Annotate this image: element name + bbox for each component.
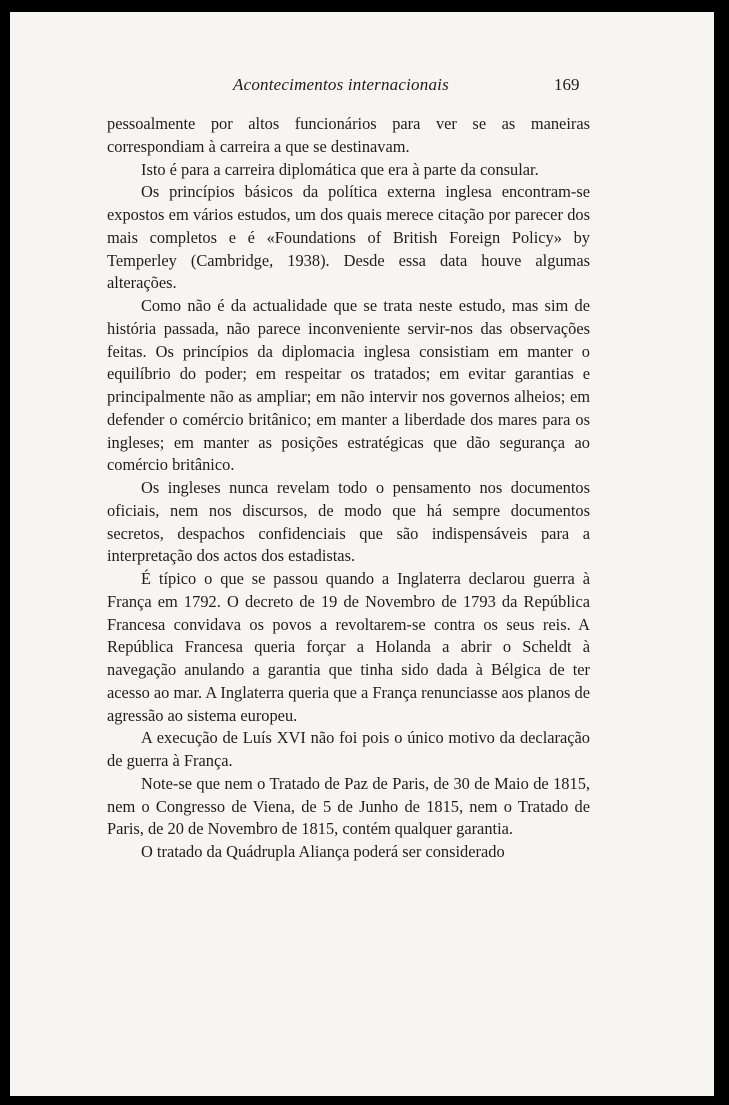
paragraph: Como não é da actualidade que se trata neste estudo, mas sim de história passada, não parece inconveniente servir-nos das observações feitas. Os princípios da diplomacia inglesa consistiam em manter o equilíbrio do poder; em respeitar os tratados; em evitar garantias e principalmente não as ampliar; em não intervir nos governos alheios; em defender o comércio britânico; em manter a liberdade dos mares para os ingleses; em manter as posições estratégicas que dão segurança ao comércio britânico. xyxy=(107,296,590,475)
running-header xyxy=(10,75,714,101)
paragraph: A execução de Luís XVI não foi pois o único motivo da declaração de guerra à França. xyxy=(107,728,590,770)
paragraph: É típico o que se passou quando a Inglaterra declarou guerra à França em 1792. O decreto de 19 de Novembro de 1793 da República Francesa convidava os povos a revoltarem-se contra os seus reis. A República Francesa queria forçar a Holanda a abrir o Scheldt à navegação anulando a garantia que tinha sido dada à Bélgica de ter acesso ao mar. A Inglaterra queria que a França renunciasse aos planos de agressão ao sistema europeu. xyxy=(107,569,590,725)
body-text xyxy=(107,113,590,864)
paragraph: pessoalmente por altos funcionários para ver se as maneiras correspondiam à carreira a que se destinavam. xyxy=(107,114,590,156)
paragraph: Isto é para a carreira diplomática que era à parte da consular. xyxy=(141,159,539,179)
page-number: 169 xyxy=(554,75,580,94)
paragraph: O tratado da Quádrupla Aliança poderá ser considerado xyxy=(141,842,505,861)
book-page xyxy=(10,12,714,1096)
paragraph: Os princípios básicos da política externa inglesa encontram-se expostos em vários estudos, um dos quais merece citação por parecer dos mais completos e é «Foundations of British Foreign Policy» by Temperley (Cambridge, 1938). Desde essa data houve algumas alterações. xyxy=(107,182,590,293)
running-title: Acontecimentos internacionais xyxy=(233,75,449,94)
paragraph: Os ingleses nunca revelam todo o pensamento nos documentos oficiais, nem nos discursos, de modo que há sempre documentos secretos, despachos confidenciais que são indispensáveis para a interpretação dos actos dos estadistas. xyxy=(107,478,590,566)
paragraph: Note-se que nem o Tratado de Paz de Paris, de 30 de Maio de 1815, nem o Congresso de Viena, de 5 de Junho de 1815, nem o Tratado de Paris, de 20 de Novembro de 1815, contém qualquer garantia. xyxy=(107,773,590,839)
